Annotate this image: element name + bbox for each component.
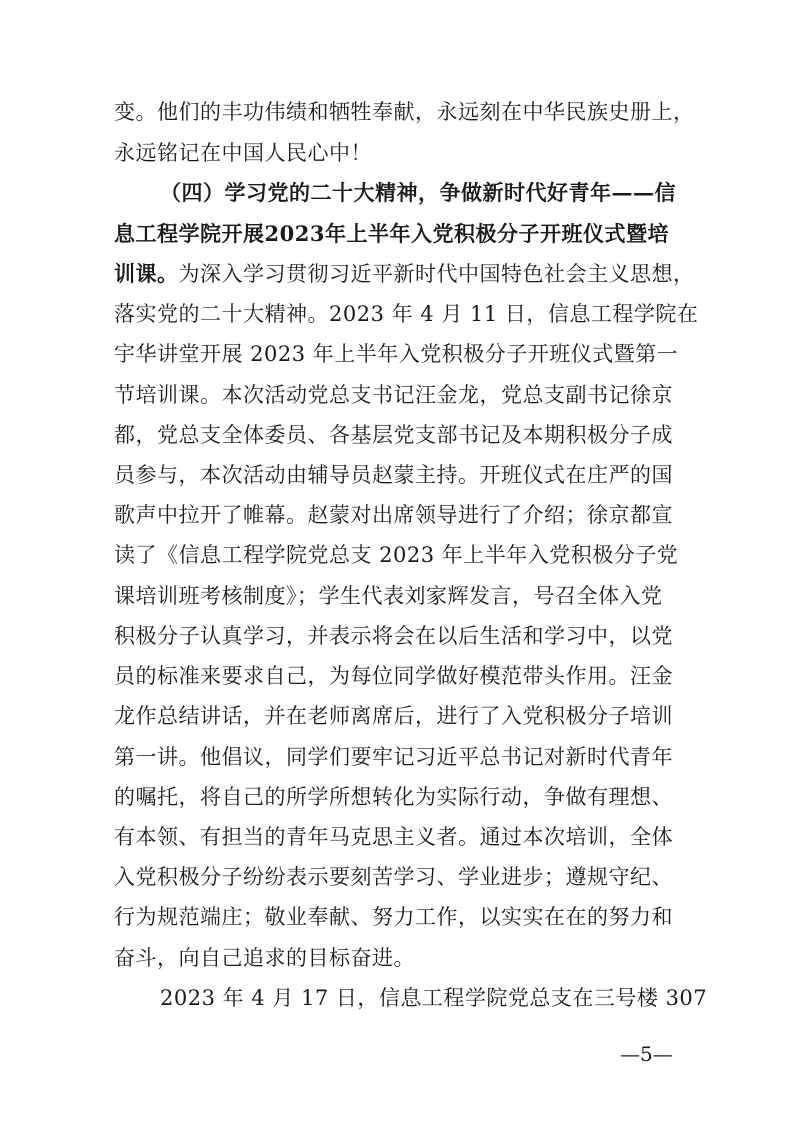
bold-text-segment: （四）学习党的二十大精神，争做新时代好青年——信 [160,180,676,205]
text-line [114,334,684,374]
bold-text-segment: 息工程学院开展2023年上半年入党积极分子开班仪式暨培 [114,221,669,246]
text-segment: 都，党总支全体委员、各基层党支部书记及本期积极分子成 [114,423,673,447]
text-segment: 员参与，本次活动由辅导员赵蒙主持。开班仪式在庄严的国 [114,463,673,487]
text-line [114,294,699,334]
text-segment: 有本领、有担当的青年马克思主义者。通过本次培训，全体 [114,825,673,849]
text-segment: 变。他们的丰功伟绩和牺牲奉献，永远刻在中华民族史册上， [114,100,695,124]
text-line [114,737,684,777]
text-line [160,173,730,213]
text-segment: 读了《信息工程学院党总支 2023 年上半年入党积极分子党 [114,543,679,567]
text-segment: 课培训班考核制度》；学生代表刘家辉发言，号召全体入党 [114,584,663,608]
text-segment: 行为规范端庄；敬业奉献、努力工作，以实实在在的努力和 [114,905,673,929]
text-line [114,133,684,173]
text-line [114,455,684,495]
text-line [114,415,684,455]
text-segment: 积极分子认真学习，并表示将会在以后生活和学习中，以党 [114,624,673,648]
text-line [114,214,684,254]
text-line [114,495,684,535]
text-line [114,777,684,817]
text-segment: 龙作总结讲话，并在老师离席后，进行了入党积极分子培训 [114,704,673,728]
text-segment: 永远铭记在中国人民心中！ [114,141,372,165]
text-segment: 第一讲。他倡议，同学们要牢记习近平总书记对新时代青年 [114,745,673,769]
bold-text-segment: 训课。 [114,261,179,286]
text-line [114,576,684,616]
text-segment: 落实党的二十大精神。2023 年 4 月 11 日，信息工程学院在 [114,302,699,326]
text-line [114,696,684,736]
text-line [114,897,684,937]
text-line [114,938,684,978]
text-segment: 入党积极分子纷纷表示要刻苦学习、学业进步；遵规守纪、 [114,865,673,889]
text-segment: 奋斗，向自己追求的目标奋进。 [114,946,415,970]
text-line [114,616,684,656]
text-segment: 的嘱托，将自己的所学所想转化为实际行动，争做有理想、 [114,785,673,809]
page-number: —5— [620,1042,673,1066]
text-segment: 宇华讲堂开展 2023 年上半年入党积极分子开班仪式暨第一 [114,342,679,366]
text-line [114,857,684,897]
text-segment: 为深入学习贯彻习近平新时代中国特色社会主义思想， [178,262,695,286]
text-segment: 2023 年 4 月 17 日，信息工程学院党总支在三号楼 307 [160,986,708,1010]
text-line [114,375,684,415]
text-line [114,656,684,696]
text-line [114,817,684,857]
text-line [114,92,695,132]
text-segment: 员的标准来要求自己，为每位同学做好模范带头作用。汪金 [114,664,673,688]
text-segment: 节培训课。本次活动党总支书记汪金龙，党总支副书记徐京 [114,383,673,407]
text-line [114,535,684,575]
text-line [114,254,695,294]
text-segment: 歌声中拉开了帷幕。赵蒙对出席领导进行了介绍；徐京都宣 [114,503,673,527]
text-line [160,978,730,1018]
